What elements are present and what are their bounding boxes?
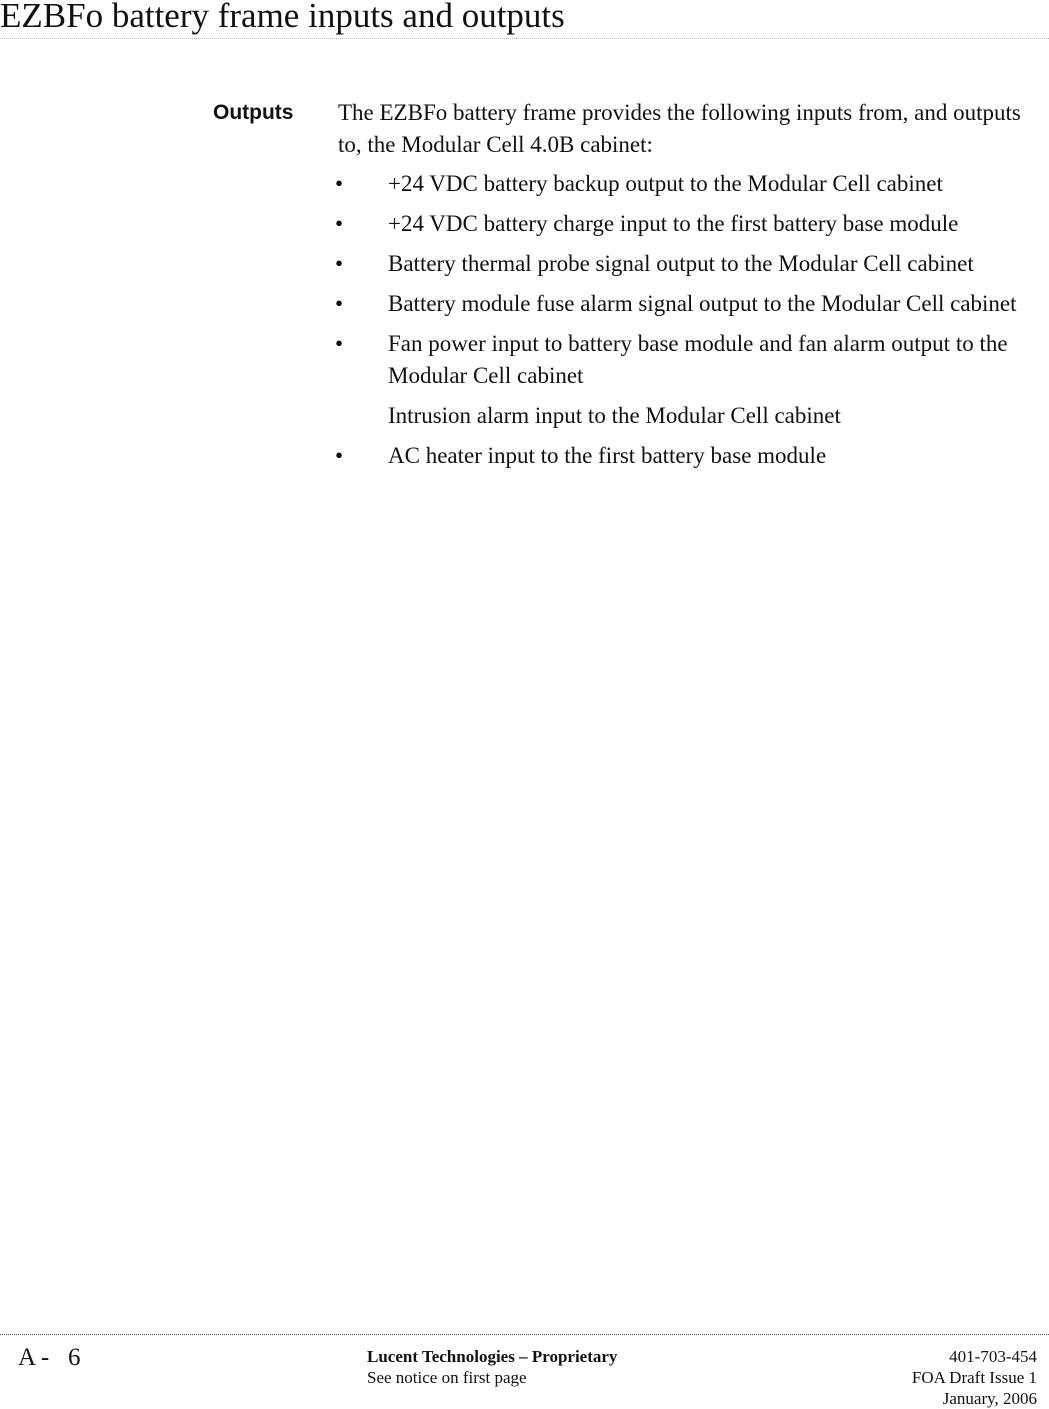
list-item (335, 248, 1038, 280)
list-item-text: +24 VDC battery backup output to the Modular Cell cabinet (388, 171, 943, 196)
bullet-marker: • (335, 171, 344, 196)
list-item-text: AC heater input to the first battery base module (388, 442, 827, 468)
bullet-marker: • (335, 442, 344, 468)
output-list (335, 168, 1038, 471)
proprietary-notice: See notice on first page (367, 1368, 527, 1387)
list-item-text: +24 VDC battery charge input to the first battery base module (388, 211, 959, 236)
footer-document-info (912, 1346, 1037, 1409)
list-item-text: Intrusion alarm input to the Modular Cell cabinet (388, 402, 841, 428)
section-body (335, 97, 1038, 480)
list-item (338, 400, 1038, 432)
list-item (335, 288, 1038, 320)
page-number: A - 6 (18, 1344, 81, 1371)
footer-divider (0, 1334, 1049, 1335)
bullet-marker: • (335, 251, 344, 276)
issue-date: January, 2006 (942, 1389, 1037, 1408)
title-divider (0, 38, 1049, 39)
bullet-marker: • (335, 291, 344, 316)
company-name: Lucent Technologies – Proprietary (367, 1347, 618, 1366)
intro-paragraph: The EZBFo battery frame provides the following inputs from, and outputs to, the Modular Cell 4.0B cabinet: (338, 100, 1021, 157)
list-item (335, 168, 1038, 200)
section-label: Outputs (213, 101, 294, 124)
list-item-text: Fan power input to battery base module and fan alarm output to the Modular Cell cabinet (388, 331, 1008, 388)
issue-label: FOA Draft Issue 1 (911, 1368, 1037, 1387)
bullet-marker: • (335, 211, 344, 236)
list-item (335, 208, 1038, 240)
list-item (335, 440, 1038, 472)
footer-company-block (367, 1346, 617, 1388)
list-item-text: Battery thermal probe signal output to the Modular Cell cabinet (388, 251, 974, 276)
list-item (335, 328, 1038, 391)
page-title: EZBFo battery frame inputs and outputs (0, 0, 565, 35)
list-item-text: Battery module fuse alarm signal output to the Modular Cell cabinet (388, 291, 1017, 316)
bullet-marker: • (335, 331, 344, 356)
document-number: 401-703-454 (949, 1347, 1037, 1366)
